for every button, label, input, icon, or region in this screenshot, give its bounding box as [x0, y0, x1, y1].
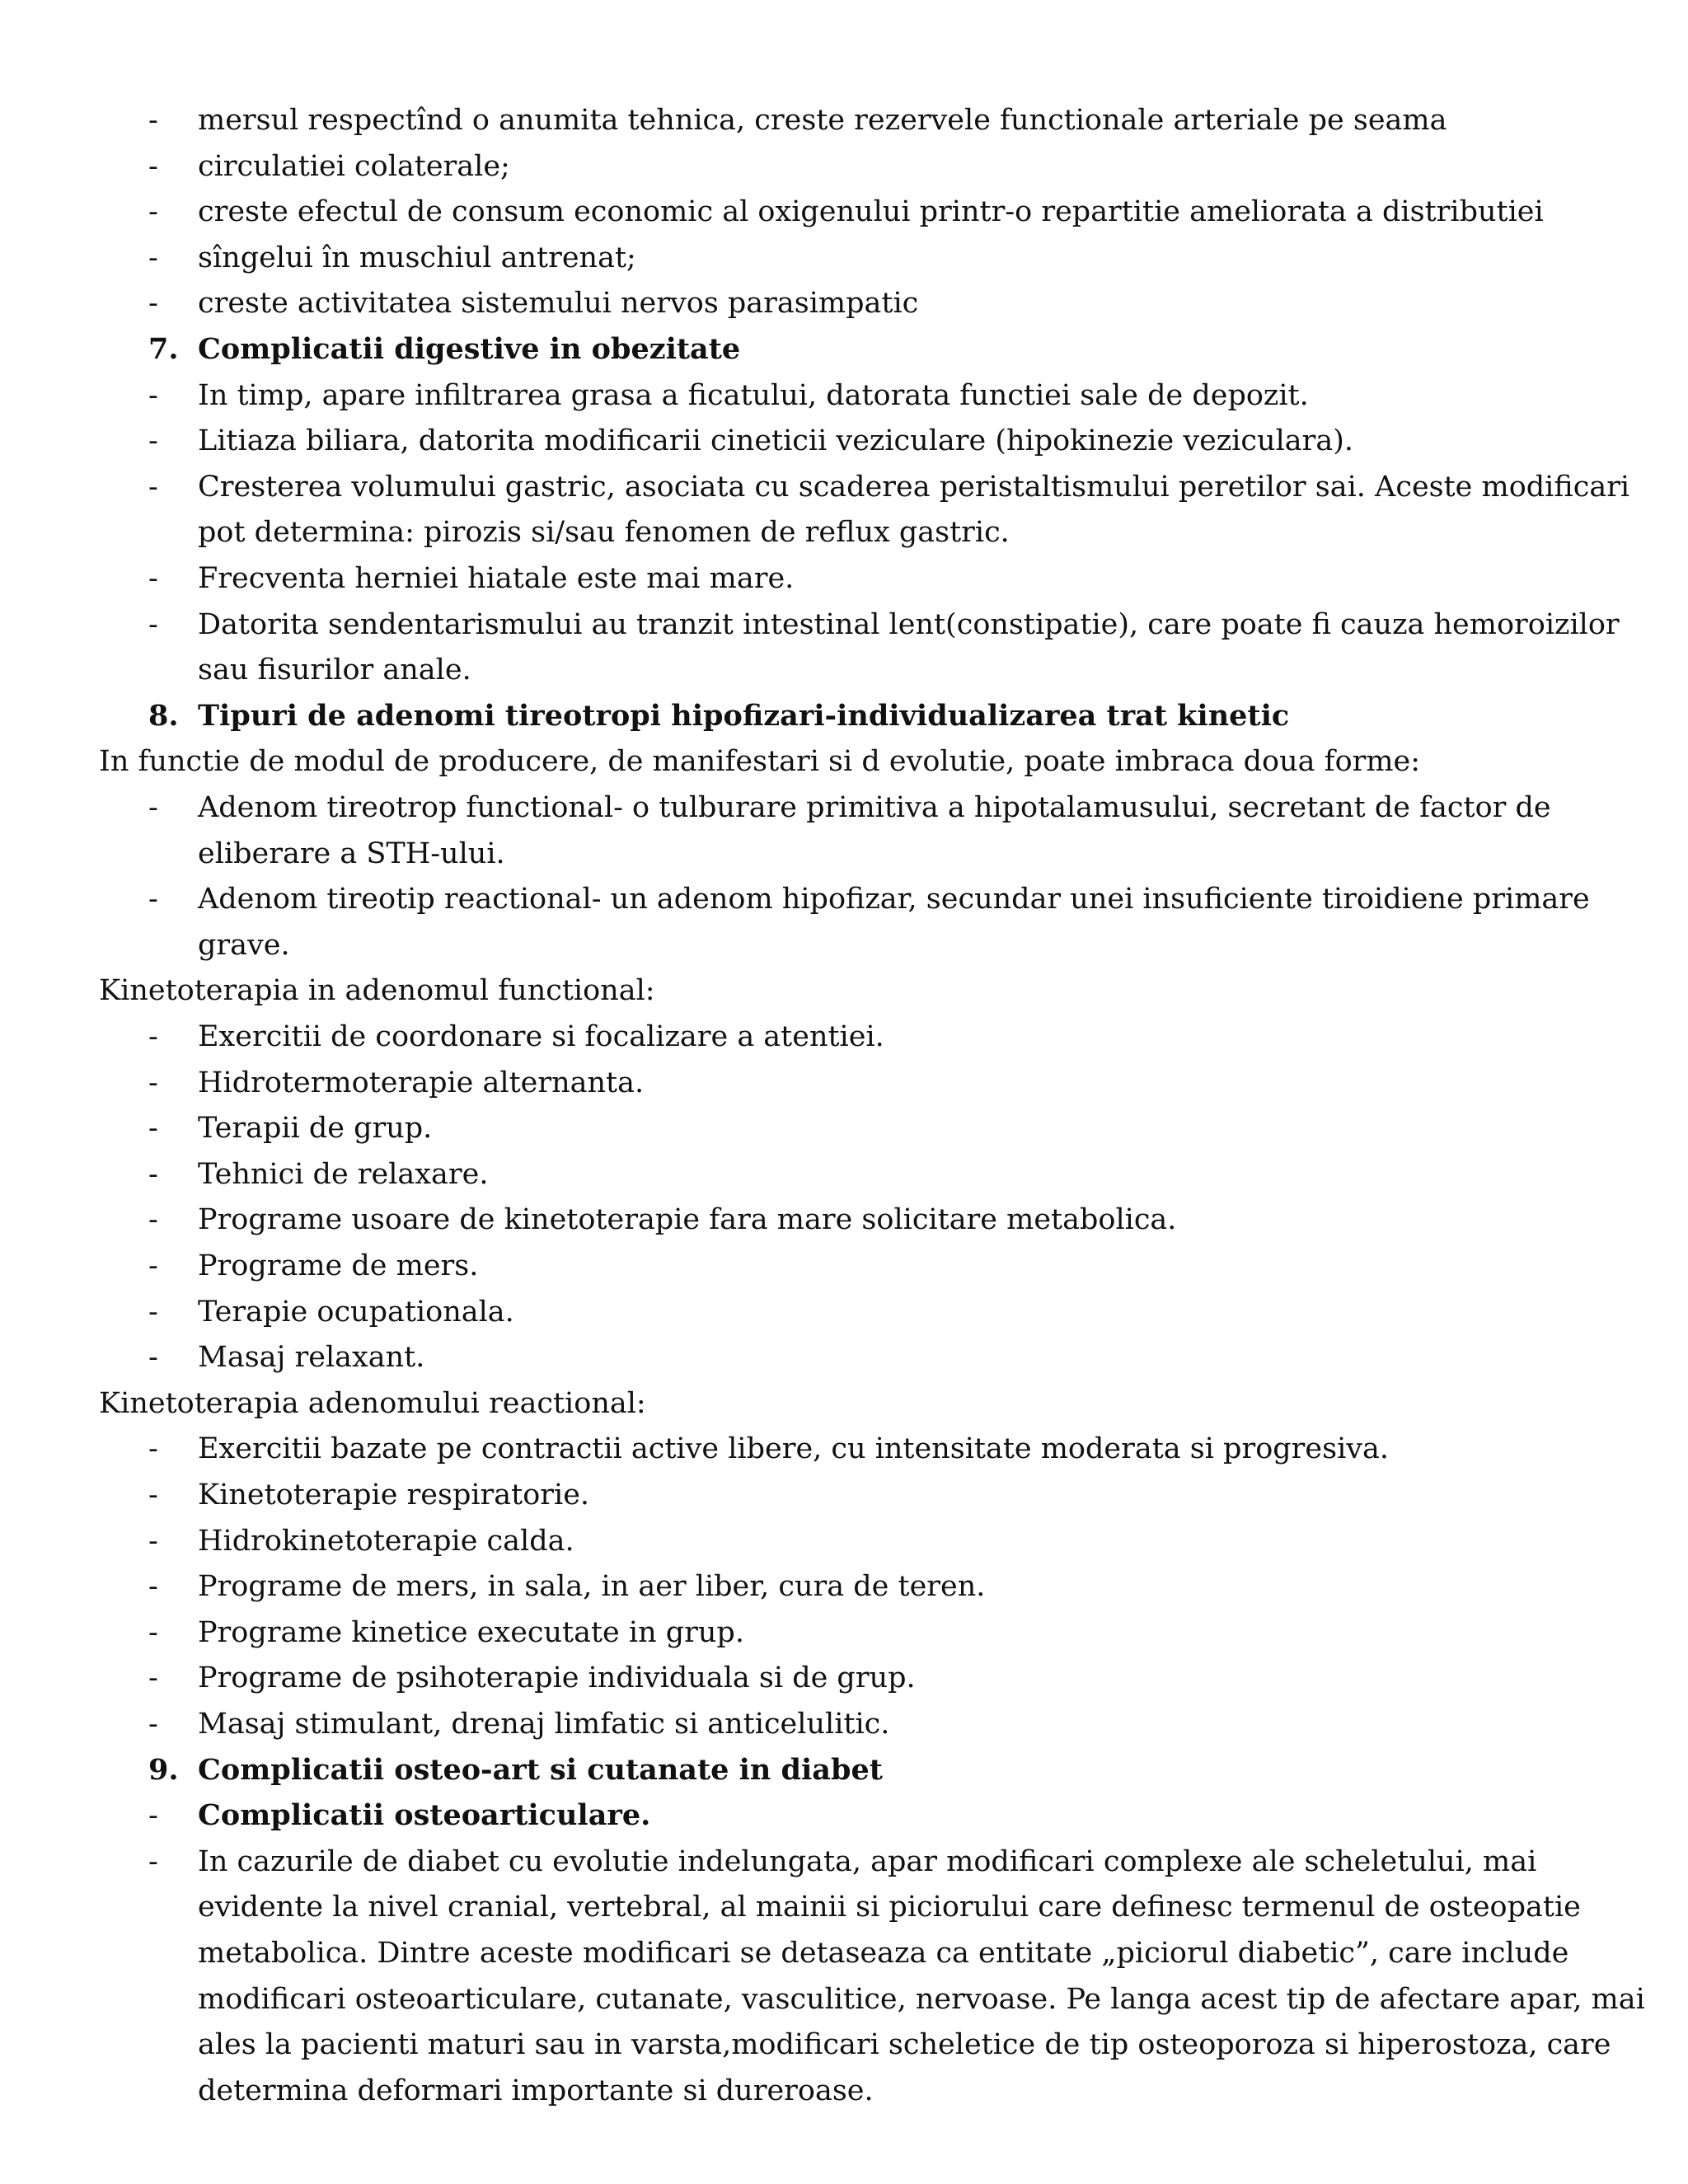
- list-item-text: Exercitii de coordonare si focalizare a atentiei.: [198, 1020, 884, 1053]
- list-item-continuation: modificari osteoarticulare, cutanate, vasculitice, nervoase. Pe langa acest tip de afectare apar, mai: [198, 1982, 1645, 2016]
- section-number: 9.: [148, 1752, 179, 1787]
- list-item-text: Kinetoterapie respiratorie.: [198, 1479, 590, 1511]
- list-item-text: Programe de psihoterapie individuala si de grup.: [198, 1661, 916, 1695]
- list-item-text: Programe de mers, in sala, in aer liber, cura de teren.: [198, 1570, 986, 1604]
- paragraph-text: Kinetoterapia in adenomul functional:: [99, 974, 655, 1008]
- list-item-text: creste efectul de consum economic al oxigenului printr-o repartitie ameliorata a distributiei: [198, 195, 1544, 229]
- list-item-text: Masaj relaxant.: [198, 1341, 425, 1375]
- bullet-dash: -: [148, 1020, 158, 1053]
- bullet-dash: -: [148, 424, 158, 458]
- list-item-continuation: sau fisurilor anale.: [198, 654, 471, 687]
- list-item-text: Hidrotermoterapie alternanta.: [198, 1066, 645, 1099]
- bullet-dash: -: [148, 287, 158, 321]
- list-item-text: Masaj stimulant, drenaj limfatic si anticelulitic.: [198, 1708, 890, 1741]
- list-item-continuation: determina deformari importante si dureroase.: [198, 2074, 874, 2107]
- bullet-dash: -: [148, 1524, 158, 1558]
- bullet-dash: -: [148, 1295, 158, 1329]
- list-item-text: Terapie ocupationala.: [198, 1295, 514, 1329]
- paragraph-text: In functie de modul de producere, de manifestari si d evolutie, poate imbraca doua forme:: [99, 745, 1421, 779]
- list-item-text: Hidrokinetoterapie calda.: [198, 1524, 574, 1558]
- bullet-dash: -: [148, 1066, 158, 1099]
- list-item-text: Complicatii osteoarticulare.: [198, 1798, 651, 1833]
- bullet-dash: -: [148, 1708, 158, 1741]
- bullet-dash: -: [148, 883, 158, 916]
- bullet-dash: -: [148, 378, 158, 412]
- bullet-dash: -: [148, 1661, 158, 1695]
- list-item-continuation: eliberare a STH-ului.: [198, 837, 505, 870]
- bullet-dash: -: [148, 1615, 158, 1649]
- bullet-dash: -: [148, 607, 158, 641]
- list-item-continuation: evidente la nivel cranial, vertebral, al mainii si piciorului care definesc termenul de osteopatie: [198, 1891, 1581, 1924]
- bullet-dash: -: [148, 1570, 158, 1604]
- bullet-dash: -: [148, 1799, 158, 1833]
- bullet-dash: -: [148, 1112, 158, 1146]
- section-number: 7.: [148, 332, 179, 366]
- section-title: Complicatii osteo-art si cutanate in diabet: [198, 1752, 883, 1787]
- bullet-dash: -: [148, 241, 158, 274]
- section-number: 8.: [148, 698, 179, 733]
- list-item-text: Frecventa herniei hiatale este mai mare.: [198, 562, 795, 595]
- bullet-dash: -: [148, 791, 158, 824]
- list-item-text: Adenom tireotrop functional- o tulburare primitiva a hipotalamusului, secretant de factor de: [198, 791, 1551, 824]
- list-item-text: Terapii de grup.: [198, 1112, 433, 1146]
- bullet-dash: -: [148, 1844, 158, 1878]
- list-item-text: Programe usoare de kinetoterapie fara mare solicitare metabolica.: [198, 1203, 1177, 1237]
- bullet-dash: -: [148, 1432, 158, 1466]
- list-item-text: mersul respectînd o anumita tehnica, creste rezervele functionale arteriale pe seama: [198, 104, 1447, 137]
- list-item-text: Tehnici de relaxare.: [198, 1157, 489, 1191]
- bullet-dash: -: [148, 1203, 158, 1237]
- bullet-dash: -: [148, 1341, 158, 1375]
- list-item-continuation: pot determina: pirozis si/sau fenomen de reflux gastric.: [198, 516, 1010, 550]
- bullet-dash: -: [148, 1479, 158, 1511]
- bullet-dash: -: [148, 1157, 158, 1191]
- list-item-text: In timp, apare infiltrarea grasa a ficatului, datorata functiei sale de depozit.: [198, 378, 1309, 412]
- list-item-text: Programe kinetice executate in grup.: [198, 1615, 744, 1649]
- list-item-text: Programe de mers.: [198, 1249, 479, 1282]
- list-item-text: Cresterea volumului gastric, asociata cu scaderea peristaltismului peretilor sai. Aceste modificari: [198, 470, 1630, 504]
- paragraph-text: Kinetoterapia adenomului reactional:: [99, 1386, 646, 1420]
- list-item-text: In cazurile de diabet cu evolutie indelungata, apar modificari complexe ale scheletului, mai: [198, 1844, 1537, 1878]
- list-item-text: Litiaza biliara, datorita modificarii cineticii veziculare (hipokinezie veziculara).: [198, 424, 1354, 458]
- bullet-dash: -: [148, 470, 158, 504]
- list-item-text: creste activitatea sistemului nervos parasimpatic: [198, 287, 919, 321]
- section-title: Complicatii digestive in obezitate: [198, 332, 741, 366]
- list-item-text: sîngelui în muschiul antrenat;: [198, 241, 636, 274]
- bullet-dash: -: [148, 562, 158, 595]
- list-item-text: circulatiei colaterale;: [198, 149, 510, 183]
- bullet-dash: -: [148, 104, 158, 137]
- bullet-dash: -: [148, 195, 158, 229]
- list-item-continuation: metabolica. Dintre aceste modificari se detaseaza ca entitate „piciorul diabetic”, care include: [198, 1937, 1569, 1970]
- list-item-text: Adenom tireotip reactional- un adenom hipofizar, secundar unei insuficiente tiroidiene primare: [198, 883, 1590, 916]
- section-title: Tipuri de adenomi tireotropi hipofizari-individualizarea trat kinetic: [198, 698, 1290, 733]
- list-item-continuation: ales la pacienti maturi sau in varsta,modificari scheletice de tip osteoporoza si hiperostoza, care: [198, 2028, 1611, 2062]
- list-item-text: Datorita sendentarismului au tranzit intestinal lent(constipatie), care poate fi cauza hemoroizilor: [198, 607, 1620, 641]
- bullet-dash: -: [148, 1249, 158, 1282]
- list-item-text: Exercitii bazate pe contractii active libere, cu intensitate moderata si progresiva.: [198, 1432, 1390, 1466]
- bullet-dash: -: [148, 149, 158, 183]
- list-item-continuation: grave.: [198, 928, 290, 962]
